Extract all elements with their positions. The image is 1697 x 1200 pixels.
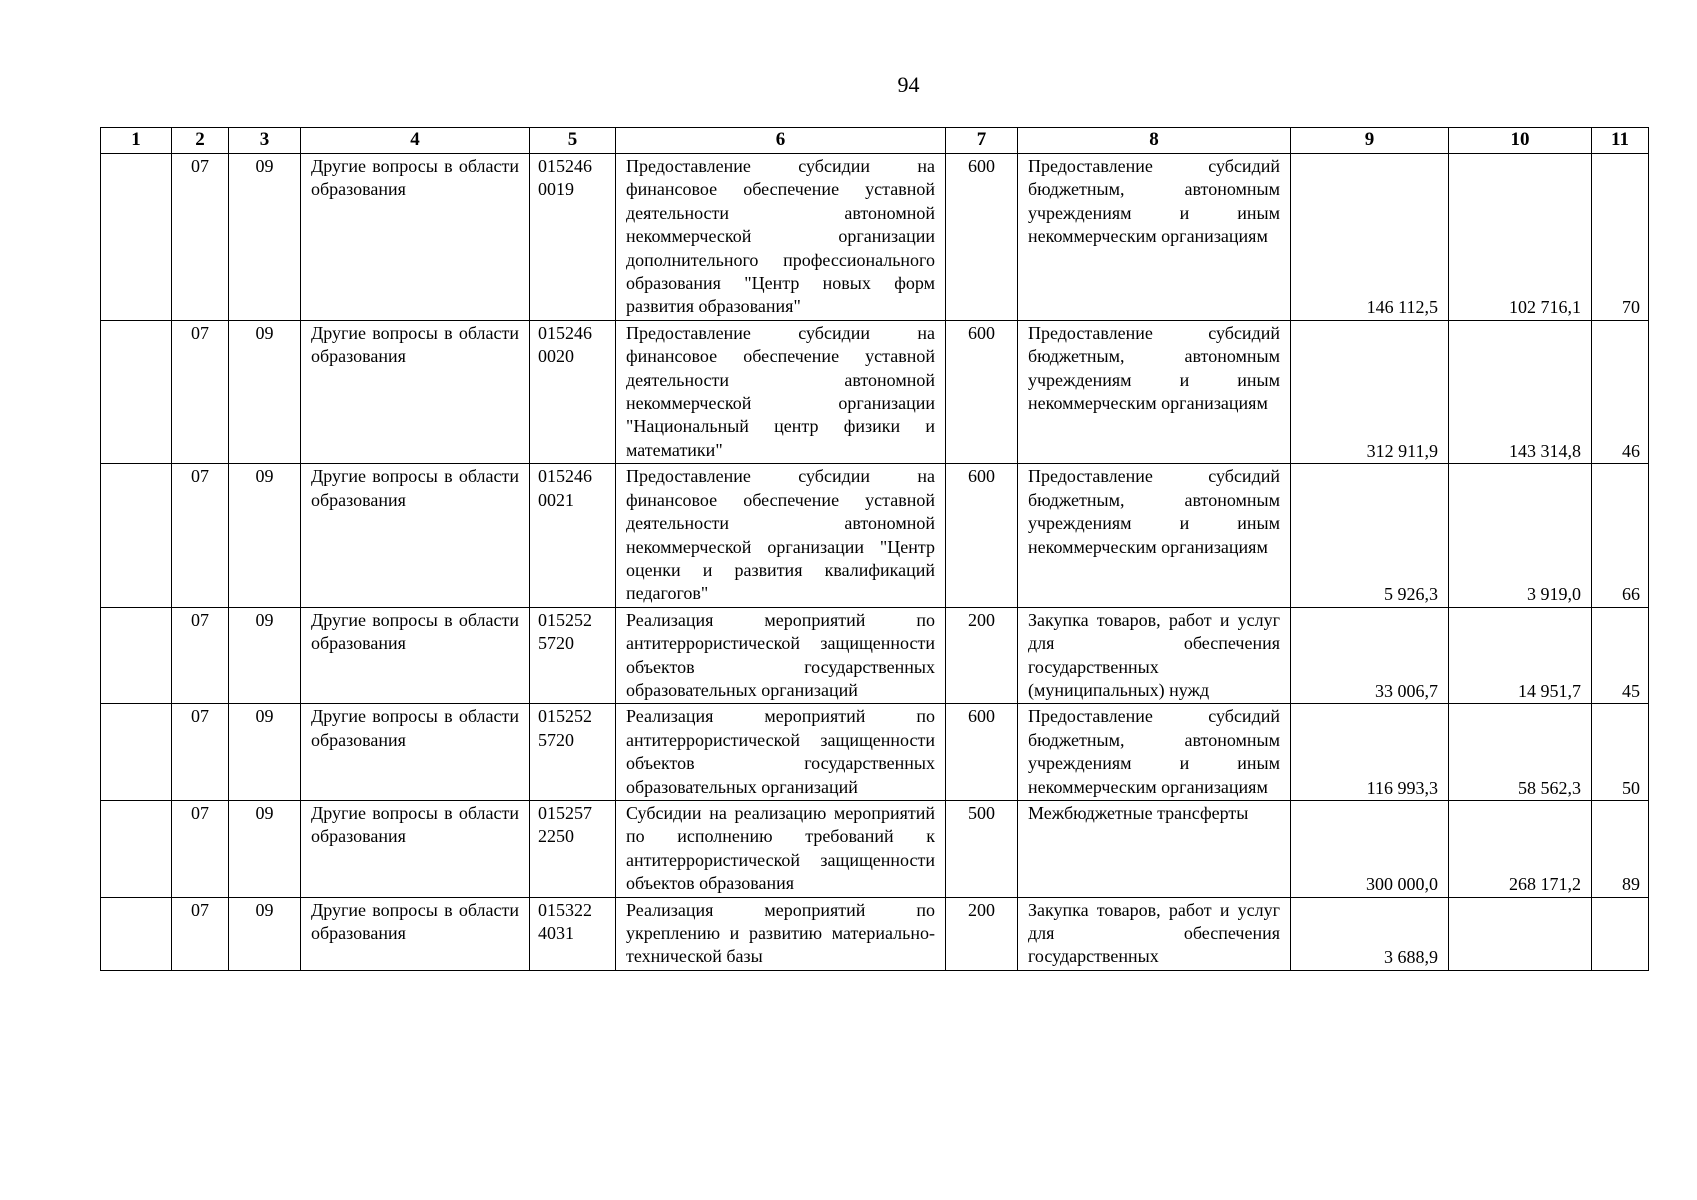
cell-target-code: [530, 320, 616, 463]
cell-amount-planned: 5 926,3: [1291, 464, 1449, 607]
cell-section: 07: [172, 320, 229, 463]
code-part-2: 2250: [538, 826, 574, 847]
cell-target-code: [530, 897, 616, 970]
cell-section-name: Другие вопросы в области образования: [301, 464, 530, 607]
cell-amount-actual: 268 171,2: [1449, 800, 1592, 897]
cell-expense-type-name: Межбюджетные трансферты: [1018, 800, 1291, 897]
cell-expense-type-code: 600: [946, 320, 1018, 463]
header-cell-11: 11: [1592, 128, 1649, 154]
code-part-2: 0019: [538, 179, 574, 200]
cell-section: 07: [172, 800, 229, 897]
cell-amount-planned: 312 911,9: [1291, 320, 1449, 463]
cell-description: Предоставление субсидии на финансовое обеспечение уставной деятельности автономной некоммерческой организации "Центр оценки и развития квалификаций педагогов": [616, 464, 946, 607]
cell-expense-type-code: 600: [946, 704, 1018, 801]
cell-percent: 50: [1592, 704, 1649, 801]
code-part-2: 4031: [538, 923, 574, 943]
header-cell-9: 9: [1291, 128, 1449, 154]
cell-target-code: [530, 704, 616, 801]
cell-subsection: 09: [229, 320, 301, 463]
cell-amount-actual: 3 919,0: [1449, 464, 1592, 607]
cell-expense-type-code: 200: [946, 607, 1018, 704]
table-row: [101, 897, 1649, 970]
cell-description: Субсидии на реализацию мероприятий по исполнению требований к антитеррористической защищенности объектов образования: [616, 800, 946, 897]
cell-section: 07: [172, 897, 229, 970]
code-part-1: 015246: [538, 322, 592, 343]
cell-amount-actual: 143 314,8: [1449, 320, 1592, 463]
header-cell-1: 1: [101, 128, 172, 154]
header-row: [101, 128, 1649, 154]
code-part-2: 0021: [538, 489, 574, 510]
cell-expense-type-name: Закупка товаров, работ и услуг для обеспечения государственных: [1018, 897, 1291, 970]
cell-section-name: Другие вопросы в области образования: [301, 320, 530, 463]
budget-table: [100, 127, 1649, 971]
cell-section: 07: [172, 464, 229, 607]
code-part-1: 015252: [538, 609, 592, 630]
cell-amount-planned: 300 000,0: [1291, 800, 1449, 897]
header-cell-5: 5: [530, 128, 616, 154]
cell-expense-type-name: Предоставление субсидий бюджетным, автономным учреждениям и иным некоммерческим организациям: [1018, 704, 1291, 801]
cell-amount-actual: [1449, 897, 1592, 970]
code-part-1: 015246: [538, 156, 592, 176]
header-cell-6: 6: [616, 128, 946, 154]
table-row: [101, 154, 1649, 321]
header-cell-8: 8: [1018, 128, 1291, 154]
cell-col1: [101, 897, 172, 970]
table-row: [101, 800, 1649, 897]
page-number: 94: [897, 72, 920, 97]
code-part-2: 5720: [538, 729, 574, 750]
code-part-1: 015246: [538, 466, 592, 487]
cell-expense-type-code: 600: [946, 464, 1018, 607]
cell-description: Предоставление субсидии на финансовое обеспечение уставной деятельности автономной некоммерческой организации "Национальный центр физики и математики": [616, 320, 946, 463]
cell-col1: [101, 704, 172, 801]
cell-expense-type-name: Предоставление субсидий бюджетным, автономным учреждениям и иным некоммерческим организациям: [1018, 464, 1291, 607]
cell-percent: 70: [1592, 154, 1649, 321]
code-part-1: 015252: [538, 706, 592, 727]
code-part-1: 015257: [538, 802, 592, 823]
cell-col1: [101, 320, 172, 463]
cell-subsection: 09: [229, 800, 301, 897]
header-cell-2: 2: [172, 128, 229, 154]
cell-amount-actual: 14 951,7: [1449, 607, 1592, 704]
cell-expense-type-code: 200: [946, 897, 1018, 970]
code-part-1: 015322: [538, 899, 592, 920]
cell-description: Реализация мероприятий по укреплению и развитию материально-технической базы: [616, 897, 946, 970]
code-part-2: 5720: [538, 633, 574, 654]
cell-target-code: [530, 464, 616, 607]
header-cell-4: 4: [301, 128, 530, 154]
cell-description: Предоставление субсидии на финансовое обеспечение уставной деятельности автономной некоммерческой организации дополнительного профессионального образования "Центр новых форм развития образования": [616, 154, 946, 321]
cell-target-code: [530, 607, 616, 704]
cell-amount-actual: 58 562,3: [1449, 704, 1592, 801]
cell-subsection: 09: [229, 704, 301, 801]
cell-section: 07: [172, 154, 229, 321]
cell-percent: 45: [1592, 607, 1649, 704]
cell-percent: 66: [1592, 464, 1649, 607]
cell-col1: [101, 607, 172, 704]
cell-target-code: [530, 800, 616, 897]
cell-expense-type-name: Предоставление субсидий бюджетным, автономным учреждениям и иным некоммерческим организациям: [1018, 154, 1291, 321]
cell-amount-actual: 102 716,1: [1449, 154, 1592, 321]
cell-subsection: 09: [229, 154, 301, 321]
cell-subsection: 09: [229, 897, 301, 970]
cell-section: 07: [172, 704, 229, 801]
header-cell-7: 7: [946, 128, 1018, 154]
table-row: [101, 704, 1649, 801]
cell-amount-planned: 146 112,5: [1291, 154, 1449, 321]
cell-expense-type-code: 600: [946, 154, 1018, 321]
cell-section-name: Другие вопросы в области образования: [301, 607, 530, 704]
header-cell-10: 10: [1449, 128, 1592, 154]
cell-amount-planned: 33 006,7: [1291, 607, 1449, 704]
cell-amount-planned: 116 993,3: [1291, 704, 1449, 801]
cell-percent: 46: [1592, 320, 1649, 463]
code-part-2: 0020: [538, 346, 574, 367]
cell-subsection: 09: [229, 607, 301, 704]
cell-target-code: [530, 154, 616, 321]
cell-section-name: Другие вопросы в области образования: [301, 897, 530, 970]
cell-col1: [101, 800, 172, 897]
cell-col1: [101, 154, 172, 321]
cell-percent: [1592, 897, 1649, 970]
table-row: [101, 607, 1649, 704]
cell-subsection: 09: [229, 464, 301, 607]
cell-section-name: Другие вопросы в области образования: [301, 154, 530, 321]
cell-percent: 89: [1592, 800, 1649, 897]
table-row: [101, 320, 1649, 463]
cell-section-name: Другие вопросы в области образования: [301, 800, 530, 897]
cell-description: Реализация мероприятий по антитеррористической защищенности объектов государственных образовательных организаций: [616, 704, 946, 801]
cell-description: Реализация мероприятий по антитеррористической защищенности объектов государственных образовательных организаций: [616, 607, 946, 704]
cell-expense-type-name: Предоставление субсидий бюджетным, автономным учреждениям и иным некоммерческим организациям: [1018, 320, 1291, 463]
header-cell-3: 3: [229, 128, 301, 154]
table-row: [101, 464, 1649, 607]
cell-amount-planned: 3 688,9: [1291, 897, 1449, 970]
cell-section-name: Другие вопросы в области образования: [301, 704, 530, 801]
cell-expense-type-name: Закупка товаров, работ и услуг для обеспечения государственных (муниципальных) нужд: [1018, 607, 1291, 704]
cell-section: 07: [172, 607, 229, 704]
cell-col1: [101, 464, 172, 607]
cell-expense-type-code: 500: [946, 800, 1018, 897]
